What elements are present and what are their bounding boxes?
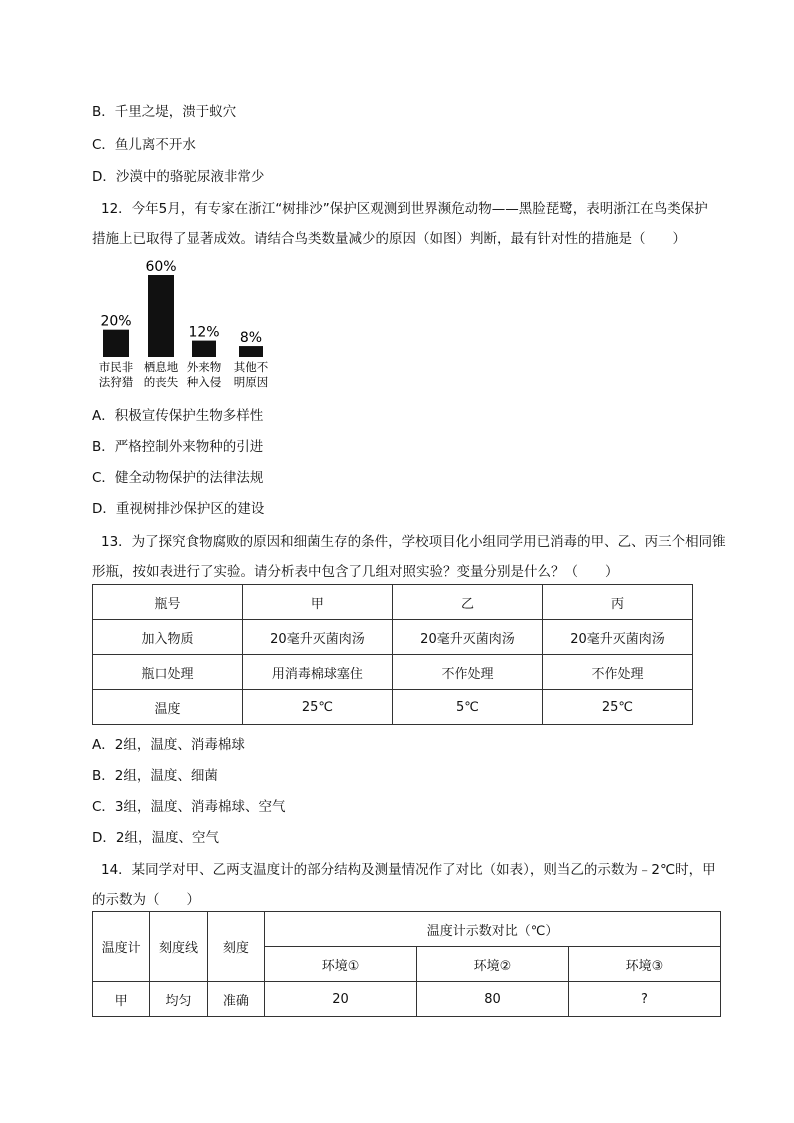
table-cell: 不作处理: [542, 655, 692, 690]
bar-3: [192, 341, 216, 357]
q12-bar-chart: [92, 255, 292, 395]
table-header-cell: 环境②: [417, 947, 569, 982]
table-header-cell: 温度计: [93, 912, 150, 982]
table-cell: 瓶号: [93, 585, 243, 620]
q13-stem-line1: 13．为了探究食物腐败的原因和细菌生存的条件，学校项目化小组同学用已消毒的甲、乙、丙三个相同锥: [101, 534, 726, 550]
table-row: [93, 655, 693, 690]
q14-stem-line1: 14．某同学对甲、乙两支温度计的部分结构及测量情况作了对比（如表），则当乙的示数为﹣2℃时，甲: [101, 862, 716, 878]
table-cell: 20毫升灭菌肉汤: [392, 620, 542, 655]
category-label: 市民非: [98, 360, 134, 374]
table-cell: 甲: [242, 585, 392, 620]
q12-option-d: D．重视树排沙保护区的建设: [92, 501, 265, 517]
q13-table: [92, 584, 693, 725]
q12-option-c: C．健全动物保护的法律法规: [92, 470, 264, 486]
bar-value-label: 8%: [239, 330, 263, 347]
bar-value-label: 20%: [100, 313, 132, 330]
bar-1: [103, 330, 129, 357]
table-row: [93, 690, 693, 725]
category-label: 法狩猎: [98, 375, 134, 389]
category-label: 外来物: [186, 360, 222, 374]
table-header-cell: 刻度线: [150, 912, 207, 982]
q14-stem-line2: 的示数为（ ）: [92, 892, 200, 908]
bar-value-label: 12%: [188, 324, 220, 341]
table-cell: 20: [265, 982, 417, 1017]
table-cell: 加入物质: [93, 620, 243, 655]
q12-option-b: B．严格控制外来物种的引进: [92, 439, 264, 455]
table-row: [93, 982, 721, 1017]
bar-2: [148, 275, 174, 357]
q13-option-d: D．2组，温度、空气: [92, 830, 219, 846]
table-cell: 80: [417, 982, 569, 1017]
q12-stem-line1: 12．今年5月，有专家在浙江“树排沙”保护区观测到世界濒危动物——黑脸琵鹭，表明浙江在鸟类保护: [101, 201, 708, 217]
table-cell: 准确: [207, 982, 264, 1017]
q12-option-a: A．积极宣传保护生物多样性: [92, 408, 264, 424]
q11-option-c: C．鱼儿离不开水: [92, 137, 196, 153]
table-cell: 用消毒棉球塞住: [242, 655, 392, 690]
category-label: 的丧失: [143, 375, 179, 389]
table-header-cell: 环境①: [265, 947, 417, 982]
table-header-cell: 刻度: [207, 912, 264, 982]
q11-option-d: D．沙漠中的骆驼尿液非常少: [92, 169, 265, 185]
q13-option-c: C．3组，温度、消毒棉球、空气: [92, 799, 286, 815]
q13-stem-line2: 形瓶，按如表进行了实验。请分析表中包含了几组对照实验？变量分别是什么？（ ）: [92, 564, 619, 580]
category-label: 栖息地: [143, 360, 179, 374]
table-cell: 5℃: [392, 690, 542, 725]
table-row: [93, 585, 693, 620]
q13-option-b: B．2组，温度、细菌: [92, 768, 218, 784]
table-header-cell: 温度计示数对比（℃）: [265, 912, 721, 947]
q14-table: [92, 911, 721, 1017]
table-cell: 乙: [392, 585, 542, 620]
table-cell: 均匀: [150, 982, 207, 1017]
bar-value-label: 60%: [145, 259, 177, 275]
q13-option-a: A．2组，温度、消毒棉球: [92, 737, 245, 753]
q11-option-b: B．千里之堤，溃于蚁穴: [92, 104, 237, 120]
category-label: 明原因: [233, 375, 269, 389]
table-cell: 甲: [93, 982, 150, 1017]
category-label: 其他不: [233, 360, 269, 374]
table-row: [93, 620, 693, 655]
table-cell: 25℃: [542, 690, 692, 725]
table-cell: 20毫升灭菌肉汤: [242, 620, 392, 655]
table-cell: 丙: [542, 585, 692, 620]
table-cell: 25℃: [242, 690, 392, 725]
table-cell: 20毫升灭菌肉汤: [542, 620, 692, 655]
table-header-cell: 环境③: [568, 947, 720, 982]
table-cell: 不作处理: [392, 655, 542, 690]
table-cell: 瓶口处理: [93, 655, 243, 690]
q12-stem-line2: 措施上已取得了显著成效。请结合鸟类数量减少的原因（如图）判断，最有针对性的措施是（ ）: [92, 231, 686, 247]
bar-4: [239, 346, 263, 357]
table-cell: ?: [568, 982, 720, 1017]
table-cell: 温度: [93, 690, 243, 725]
table-row: [93, 912, 721, 947]
category-label: 种入侵: [186, 375, 222, 389]
